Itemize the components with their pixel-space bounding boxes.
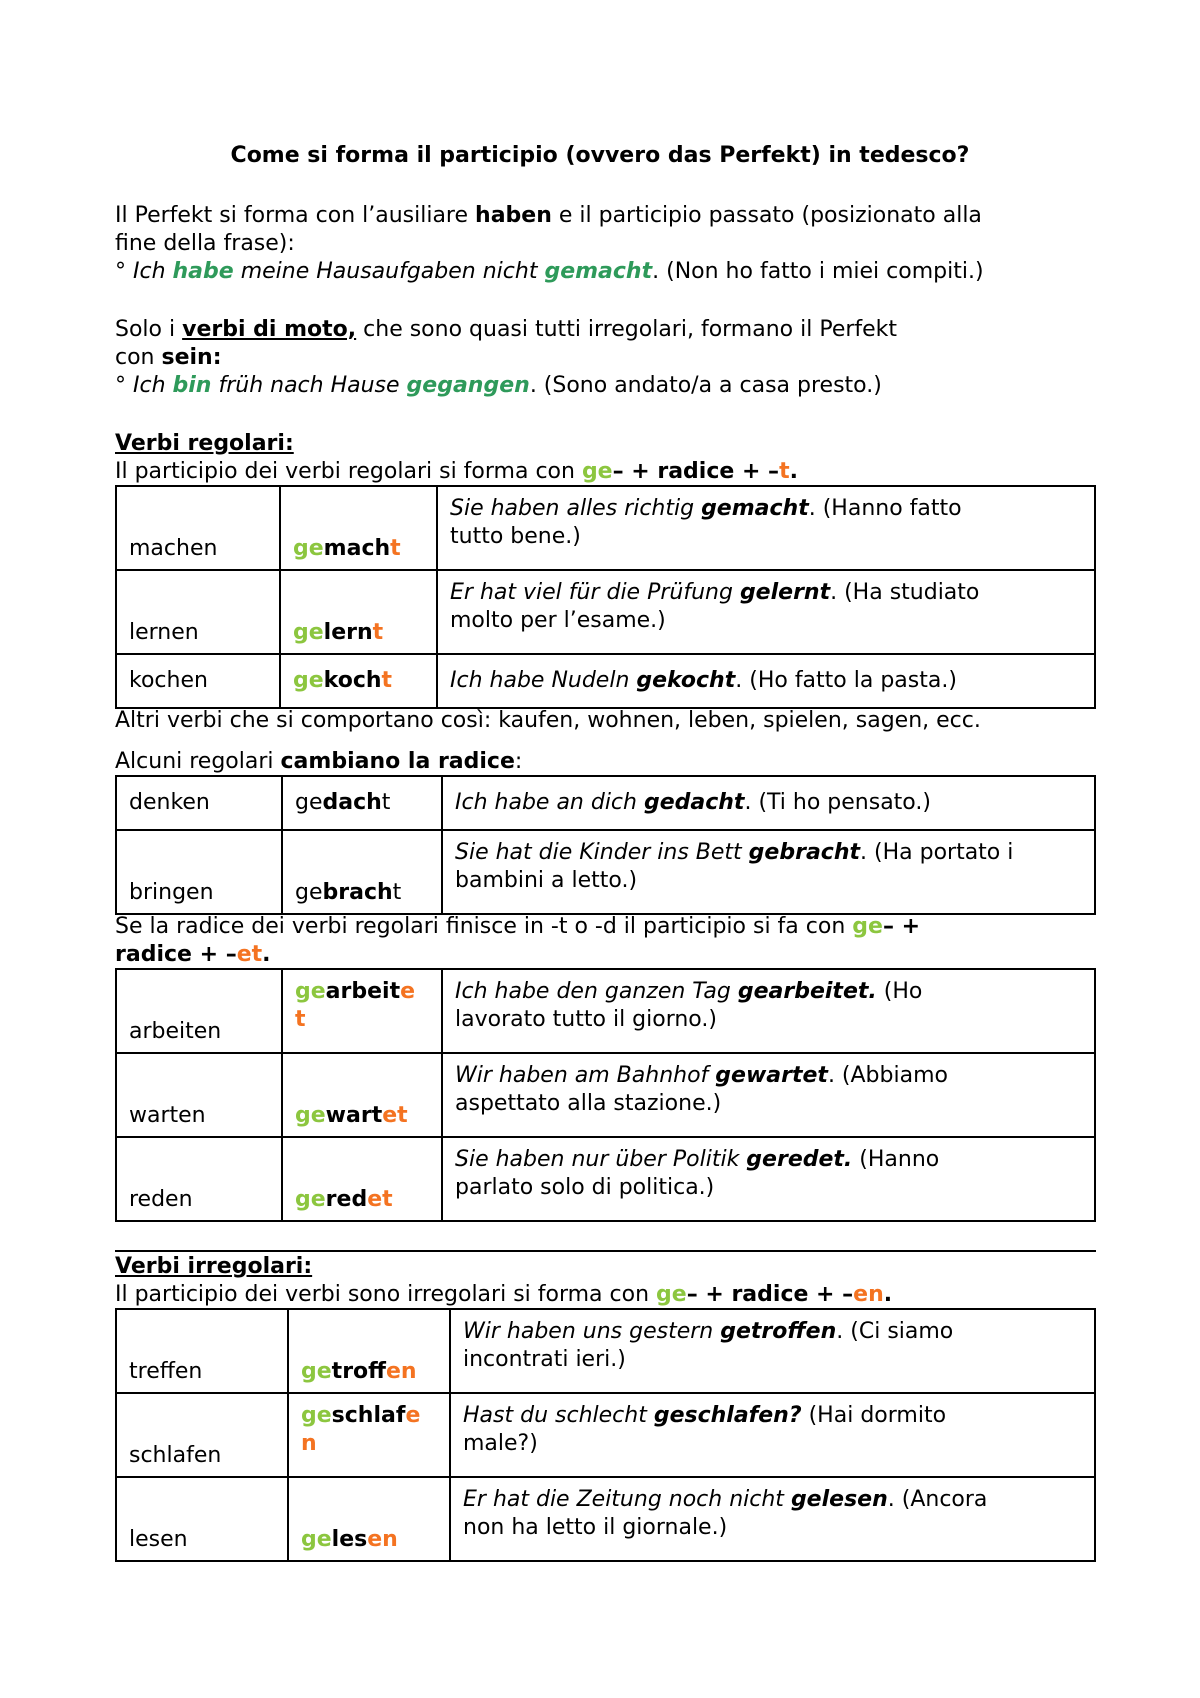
infinitive-cell: treffen	[116, 1309, 288, 1393]
highlight-bin: bin	[172, 373, 212, 398]
translation: . (Ti ho pensato.)	[744, 790, 931, 815]
suffix: e	[400, 979, 416, 1004]
text: ° Ich	[115, 259, 173, 284]
stem: koch	[323, 668, 382, 693]
table-row	[116, 654, 1095, 708]
prefix-ge: ge	[295, 1103, 326, 1128]
text: con	[115, 345, 162, 370]
participle-cell	[282, 830, 442, 914]
participle-cell	[288, 1309, 450, 1393]
regular-rule	[115, 458, 798, 486]
participle: gekocht	[636, 668, 736, 693]
infinitive-cell: machen	[116, 486, 280, 570]
infinitive-cell: denken	[116, 776, 282, 830]
participle: gelesen	[790, 1487, 888, 1512]
participle: gebracht	[748, 840, 861, 865]
other-verbs-note: Altri verbi che si comportano così: kaufen, wohnen, leben, spielen, sagen, ecc.	[115, 708, 981, 733]
t-d-rule-line-2	[115, 941, 271, 969]
intro-line-4	[115, 344, 222, 372]
example-cell	[450, 1309, 1095, 1393]
table-row	[116, 570, 1095, 654]
page-title: Come si forma il participio (ovvero das Perfekt) in tedesco?	[230, 143, 970, 168]
irregular-verbs-table	[115, 1308, 1096, 1562]
infinitive-cell: reden	[116, 1137, 282, 1221]
participle: gearbeitet.	[737, 979, 877, 1004]
text: che sono quasi tutti irregolari, formano il Perfekt	[356, 317, 898, 342]
prefix-ge: ge	[295, 790, 323, 815]
stem: troff	[331, 1359, 386, 1384]
translation: parlato solo di politica.)	[455, 1175, 715, 1200]
translation: . (Hanno fatto	[808, 496, 962, 521]
stem: arbeit	[325, 979, 401, 1004]
participle-cell	[282, 1053, 442, 1137]
prefix-ge: ge	[293, 536, 324, 561]
t-d-verbs-table	[115, 968, 1096, 1222]
suffix-et: et	[236, 942, 263, 967]
participle: gemacht	[701, 496, 809, 521]
infinitive-cell: schlafen	[116, 1393, 288, 1477]
participle-cell	[280, 486, 437, 570]
stem: wart	[325, 1103, 383, 1128]
table-row	[116, 969, 1095, 1053]
prefix-ge: ge	[295, 880, 323, 905]
intro-line-2: fine della frase):	[115, 231, 295, 256]
prefix-ge: ge	[656, 1282, 687, 1307]
text: e il participio passato (posizionato alla	[551, 203, 982, 228]
translation: . (Ci siamo	[836, 1319, 954, 1344]
participle: getroffen	[720, 1319, 837, 1344]
rule-formula: – + radice + –	[612, 459, 780, 484]
example-cell	[437, 486, 1095, 570]
participle: gelernt	[739, 580, 831, 605]
example-cell	[442, 1053, 1095, 1137]
text: .	[883, 1282, 893, 1307]
translation: aspettato alla stazione.)	[455, 1091, 722, 1116]
text: Se la radice dei verbi regolari finisce in -t o -d il participio si fa con	[115, 914, 853, 939]
translation: . (Non ho fatto i miei compiti.)	[652, 259, 984, 284]
suffix: t	[381, 668, 393, 693]
stem: red	[325, 1187, 368, 1212]
highlight-gegangen: gegangen	[406, 373, 530, 398]
text: Ich habe an dich	[455, 790, 644, 815]
suffix: t	[392, 880, 402, 905]
suffix: t	[295, 1007, 306, 1032]
regular-verbs-table	[115, 485, 1096, 709]
highlight-habe: habe	[172, 259, 234, 284]
participle-cell	[282, 969, 442, 1053]
suffix: t	[372, 620, 384, 645]
suffix: n	[301, 1431, 317, 1456]
suffix: t	[390, 536, 401, 561]
translation: (Ho	[876, 979, 923, 1004]
stem: les	[331, 1527, 368, 1552]
participle-cell	[282, 776, 442, 830]
infinitive-cell: arbeiten	[116, 969, 282, 1053]
translation: bambini a letto.)	[455, 868, 638, 893]
text: Alcuni regolari	[115, 749, 281, 774]
suffix: et	[382, 1103, 408, 1128]
table-row	[116, 830, 1095, 914]
text: Il participio dei verbi sono irregolari si forma con	[115, 1282, 657, 1307]
prefix-ge: ge	[295, 1187, 326, 1212]
suffix-t: t	[779, 459, 790, 484]
prefix-ge: ge	[301, 1527, 332, 1552]
keyword-haben: haben	[475, 203, 552, 228]
participle: gewartet	[715, 1063, 828, 1088]
text: meine Hausaufgaben nicht	[233, 259, 545, 284]
translation: incontrati ieri.)	[463, 1347, 626, 1372]
table-row	[116, 1137, 1095, 1221]
example-cell	[442, 1137, 1095, 1221]
text: Hast du schlecht	[463, 1403, 654, 1428]
text: Ich habe Nudeln	[450, 668, 637, 693]
suffix: en	[367, 1527, 398, 1552]
participle: gedacht	[643, 790, 745, 815]
example-cell	[437, 654, 1095, 708]
text: .	[789, 459, 798, 484]
prefix-ge: ge	[293, 620, 324, 645]
table-row	[116, 1309, 1095, 1393]
highlight-gemacht: gemacht	[544, 259, 653, 284]
participle: geredet.	[746, 1147, 853, 1172]
translation: . (Abbiamo	[827, 1063, 948, 1088]
translation: . (Ho fatto la pasta.)	[735, 668, 957, 693]
suffix-en: en	[853, 1282, 884, 1307]
translation: . (Ha studiato	[830, 580, 980, 605]
participle: geschlafen?	[653, 1403, 802, 1428]
translation: non ha letto il giornale.)	[463, 1515, 728, 1540]
participle-cell	[280, 654, 437, 708]
prefix-ge: ge	[301, 1359, 332, 1384]
table-row	[116, 776, 1095, 830]
text: Ich habe den ganzen Tag	[455, 979, 738, 1004]
stem: mach	[323, 536, 391, 561]
rule-formula: – + radice + –	[686, 1282, 854, 1307]
intro-line-3	[115, 316, 897, 344]
text: :	[514, 749, 523, 774]
participle-cell	[288, 1393, 450, 1477]
translation: lavorato tutto il giorno.)	[455, 1007, 717, 1032]
infinitive-cell: lernen	[116, 570, 280, 654]
example-cell	[437, 570, 1095, 654]
section-divider	[115, 1250, 1096, 1252]
prefix-ge: ge	[301, 1403, 332, 1428]
intro-line-1	[115, 202, 982, 230]
example-cell	[450, 1393, 1095, 1477]
stem: dach	[322, 790, 382, 815]
translation: (Hanno	[852, 1147, 940, 1172]
infinitive-cell: bringen	[116, 830, 282, 914]
table-row	[116, 1477, 1095, 1561]
text: Il Perfekt si forma con l’ausiliare	[115, 203, 476, 228]
table-row	[116, 486, 1095, 570]
irregular-rule	[115, 1281, 892, 1309]
example-2	[115, 372, 882, 400]
text: ° Ich	[115, 373, 173, 398]
change-stem-intro	[115, 748, 522, 776]
rule-formula: – +	[882, 914, 921, 939]
translation: . (Ha portato i	[860, 840, 1014, 865]
text: früh nach Hause	[211, 373, 407, 398]
prefix-ge: ge	[581, 459, 613, 484]
example-cell	[442, 830, 1095, 914]
text: Sie hat die Kinder ins Bett	[455, 840, 749, 865]
text: Sie haben alles richtig	[450, 496, 702, 521]
prefix-ge: ge	[293, 668, 324, 693]
infinitive-cell: lesen	[116, 1477, 288, 1561]
table-row	[116, 1393, 1095, 1477]
text: Wir haben uns gestern	[463, 1319, 721, 1344]
keyword-verbi-di-moto: verbi di moto,	[182, 317, 357, 342]
section-heading-regular: Verbi regolari:	[115, 431, 294, 456]
suffix: t	[381, 790, 391, 815]
text: Er hat die Zeitung noch nicht	[463, 1487, 791, 1512]
t-d-rule-line-1	[115, 913, 920, 941]
participle-cell	[288, 1477, 450, 1561]
text: Il participio dei verbi regolari si forma con	[115, 459, 582, 484]
section-heading-irregular: Verbi irregolari:	[115, 1254, 313, 1279]
prefix-ge: ge	[852, 914, 883, 939]
stem: brach	[322, 880, 393, 905]
text: .	[262, 942, 271, 967]
prefix-ge: ge	[295, 979, 326, 1004]
text: Solo i	[115, 317, 183, 342]
participle-cell	[282, 1137, 442, 1221]
text: Sie haben nur über Politik	[455, 1147, 747, 1172]
keyword-cambiano-la-radice: cambiano la radice	[280, 749, 515, 774]
text: Er hat viel für die Prüfung	[450, 580, 740, 605]
translation: . (Sono andato/a a casa presto.)	[529, 373, 882, 398]
infinitive-cell: kochen	[116, 654, 280, 708]
suffix: en	[385, 1359, 417, 1384]
suffix: e	[405, 1403, 421, 1428]
stem: schlaf	[331, 1403, 406, 1428]
suffix: et	[367, 1187, 393, 1212]
translation: molto per l’esame.)	[450, 608, 666, 633]
example-cell	[442, 776, 1095, 830]
infinitive-cell: warten	[116, 1053, 282, 1137]
participle-cell	[280, 570, 437, 654]
example-cell	[442, 969, 1095, 1053]
translation: (Hai dormito	[801, 1403, 947, 1428]
table-row	[116, 1053, 1095, 1137]
example-1	[115, 258, 984, 286]
stem: lern	[323, 620, 373, 645]
rule-formula: radice + –	[115, 942, 237, 967]
keyword-sein: sein:	[161, 345, 222, 370]
translation: . (Ancora	[887, 1487, 988, 1512]
text: Wir haben am Bahnhof	[455, 1063, 716, 1088]
example-cell	[450, 1477, 1095, 1561]
translation: tutto bene.)	[450, 524, 581, 549]
stem-change-table	[115, 775, 1096, 915]
translation: male?)	[463, 1431, 538, 1456]
